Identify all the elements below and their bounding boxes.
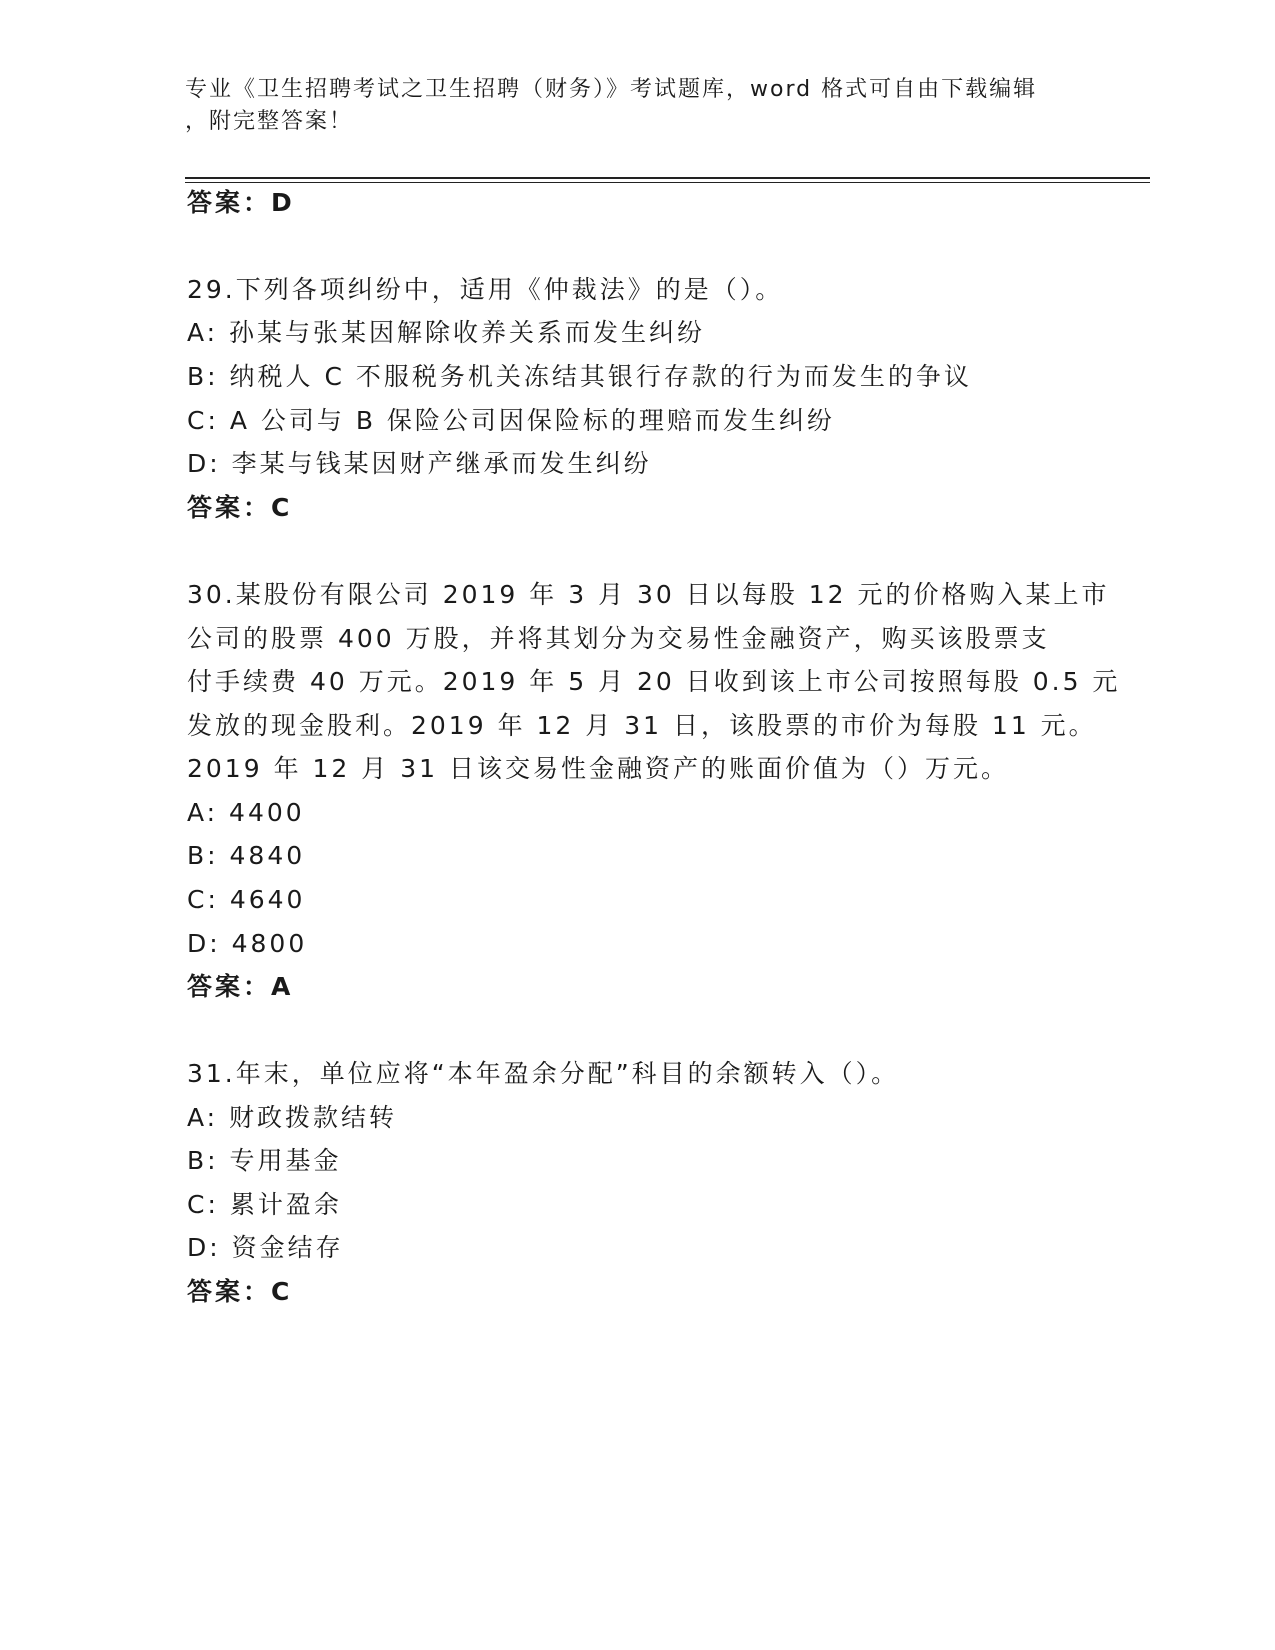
header-rule-thin	[185, 182, 1150, 183]
q30-option-c: C: 4640	[187, 885, 306, 914]
q30-stem-line-1: 30.某股份有限公司 2019 年 3 月 30 日以每股 12 元的价格购入某上市	[187, 580, 1110, 609]
q29-answer: 答案：C	[187, 493, 293, 522]
q30-answer: 答案：A	[187, 972, 294, 1001]
q31-option-a: A: 财政拨款结转	[187, 1103, 398, 1132]
q30-stem-line-3: 付手续费 40 万元。2019 年 5 月 20 日收到该上市公司按照每股 0.5 元	[187, 667, 1121, 696]
q29-option-a: A: 孙某与张某因解除收养关系而发生纠纷	[187, 318, 706, 347]
q29-option-b: B: 纳税人 C 不服税务机关冻结其银行存款的行为而发生的争议	[187, 362, 972, 391]
q30-stem-line-5: 2019 年 12 月 31 日该交易性金融资产的账面价值为（）万元。	[187, 754, 1009, 783]
q30-option-d: D: 4800	[187, 929, 308, 958]
q31-answer: 答案：C	[187, 1277, 293, 1306]
document-header	[185, 74, 1065, 138]
q31-option-b: B: 专用基金	[187, 1146, 342, 1175]
q29-option-c: C: A 公司与 B 保险公司因保险标的理赔而发生纠纷	[187, 406, 835, 435]
q31-option-d: D: 资金结存	[187, 1233, 344, 1262]
q29-option-d: D: 李某与钱某因财产继承而发生纠纷	[187, 449, 652, 478]
answer-prev: 答案：D	[187, 188, 295, 217]
header-line-1: 专业《卫生招聘考试之卫生招聘（财务）》考试题库，word 格式可自由下载编辑	[185, 77, 1038, 102]
q30-option-b: B: 4840	[187, 841, 306, 870]
q29-stem: 29.下列各项纠纷中，适用《仲裁法》的是（）。	[187, 275, 784, 304]
q30-stem-line-2: 公司的股票 400 万股，并将其划分为交易性金融资产，购买该股票支	[187, 624, 1050, 653]
header-rule-thick	[185, 177, 1150, 179]
q30-option-a: A: 4400	[187, 798, 305, 827]
header-line-2: ，附完整答案！	[185, 109, 354, 134]
q30-stem-line-4: 发放的现金股利。2019 年 12 月 31 日，该股票的市价为每股 11 元。	[187, 711, 1097, 740]
q31-stem: 31.年末，单位应将“本年盈余分配”科目的余额转入（）。	[187, 1059, 900, 1088]
q31-option-c: C: 累计盈余	[187, 1190, 342, 1219]
